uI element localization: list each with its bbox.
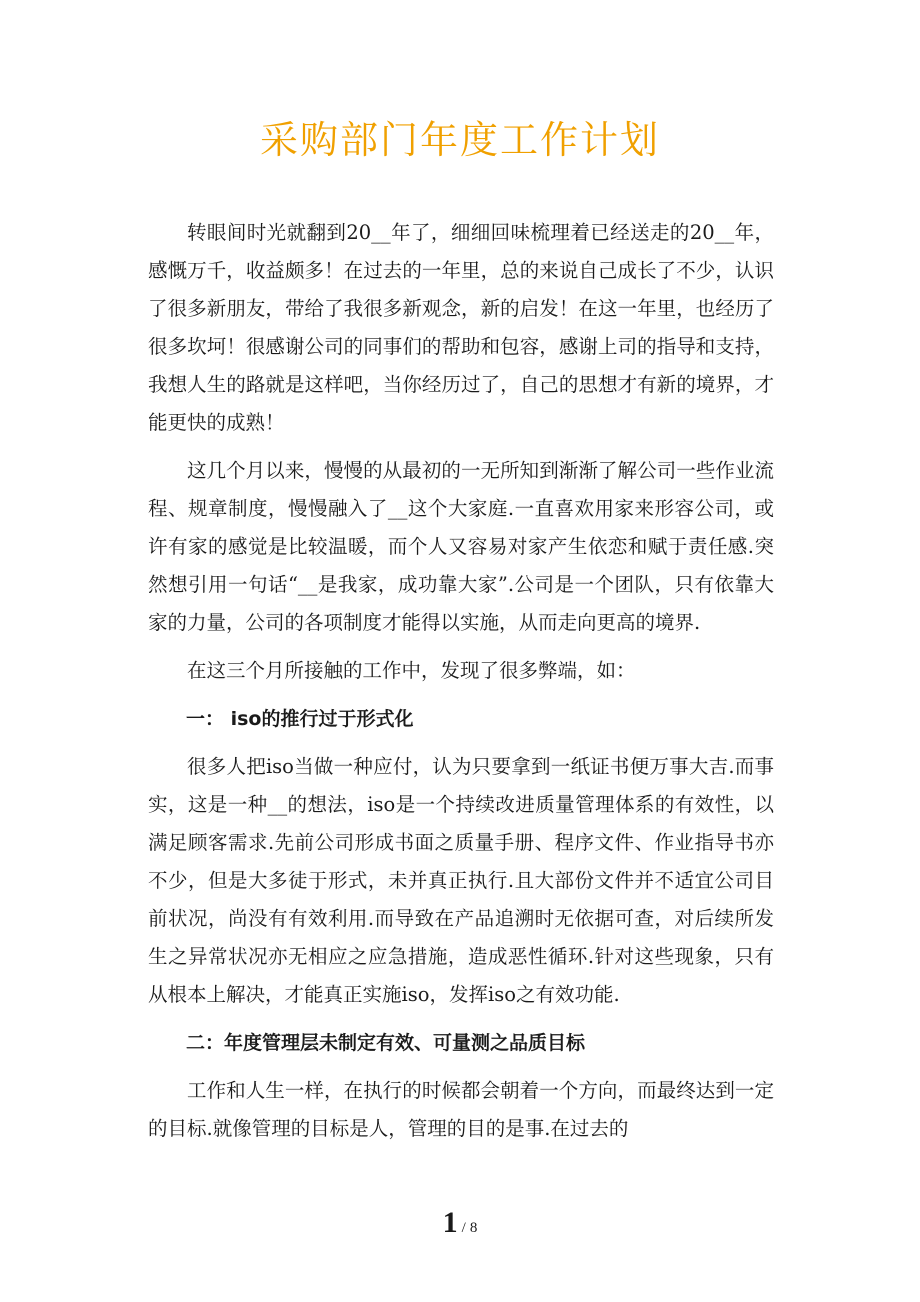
document-title: 采购部门年度工作计划: [259, 118, 660, 162]
paragraph-iso: 很多人把iso当做一种应付，认为只要拿到一纸证书便万事大吉.而事实，这是一种__的想法，iso是一个持续改进质量管理体系的有效性，以满足顾客需求.先前公司形成书面之质量手册、程序文件、作业指导书亦不少，但是大多徒于形式，未并真正执行.且大部份文件并不适宜公司目前状况，尚没有有效利用.而导致在产品追溯时无依据可查，对后续所发生之异常状况亦无相应之应急措施，造成恶性循环.针对这些现象，只有从根本上解决，才能真正实施iso，发挥iso之有效功能.: [148, 755, 774, 1006]
page-footer: [0, 1206, 920, 1240]
page-number-separator: /: [461, 1220, 466, 1236]
page-number-current: 1: [442, 1206, 458, 1239]
document-body: [148, 214, 774, 1158]
section-heading-quality-goals: 二：年度管理层未制定有效、可量测之品质目标: [186, 1032, 586, 1054]
paragraph-intro: 转眼间时光就翻到20__年了，细细回味梳理着已经送走的20__年，感慨万千，收益颇多！在过去的一年里，总的来说自己成长了不少，认识了很多新朋友，带给了我很多新观念，新的启发！在这一年里，也经历了很多坎坷！很感谢公司的同事们的帮助和包容，感谢上司的指导和支持，我想人生的路就是这样吧，当你经历过了，自己的思想才有新的境界，才能更快的成熟！: [148, 221, 774, 434]
paragraph-goals: 工作和人生一样，在执行的时候都会朝着一个方向，而最终达到一定的目标.就像管理的目标是人，管理的目的是事.在过去的: [148, 1079, 774, 1140]
paragraph-company: 这几个月以来，慢慢的从最初的一无所知到渐渐了解公司一些作业流程、规章制度，慢慢融入了__这个大家庭.一直喜欢用家来形容公司，或许有家的感觉是比较温暖，而个人又容易对家产生依恋和赋于责任感.突然想引用一句话“__是我家，成功靠大家”.公司是一个团队，只有依靠大家的力量，公司的各项制度才能得以实施，从而走向更高的境界.: [148, 459, 774, 634]
paragraph-issues-intro: 在这三个月所接触的工作中，发现了很多弊端，如：: [187, 659, 636, 682]
section-heading-iso: 一： iso的推行过于形式化: [186, 708, 414, 730]
page-number-total: 8: [469, 1220, 478, 1236]
